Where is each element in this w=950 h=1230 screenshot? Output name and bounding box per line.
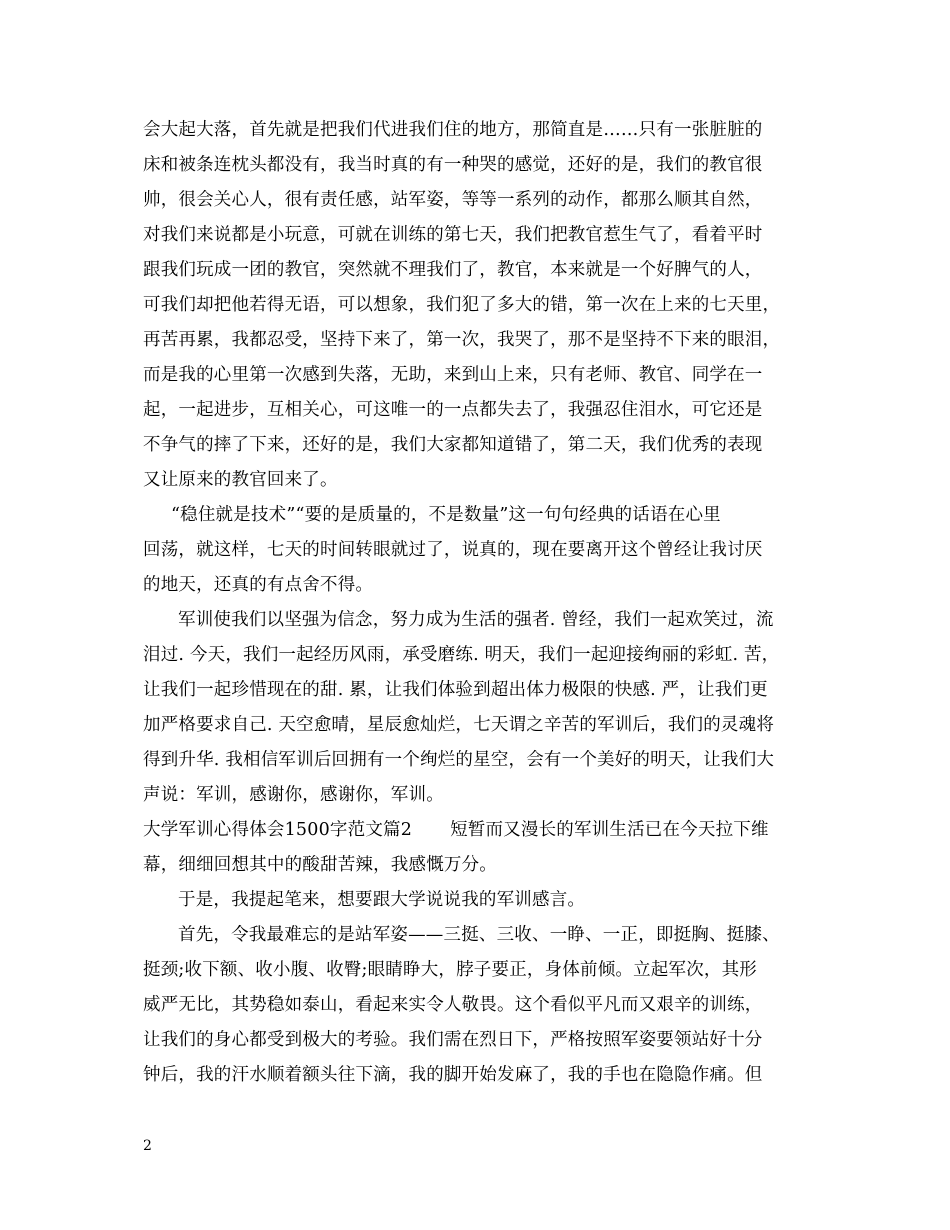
text-line: 跟我们玩成一团的教官，突然就不理我们了，教官，本来就是一个好脾气的人， (143, 260, 763, 280)
text-line: 而是我的心里第一次感到失落，无助，来到山上来，只有老师、教官、同学在一 (143, 365, 763, 385)
text-line: 幕，细细回想其中的酸甜苦辣，我感慨万分。 (143, 855, 497, 875)
text-line: 对我们来说都是小玩意，可就在训练的第七天，我们把教官惹生气了，看着平时 (143, 225, 763, 245)
text-line: 钟后，我的汗水顺着额头往下滴，我的脚开始发麻了，我的手也在隐隐作痛。但 (143, 1065, 763, 1085)
text-line: 的地天，还真的有点舍不得。 (143, 575, 374, 595)
paragraph-first-line: “稳住就是技术”“要的是质量的，不是数量”这一句句经典的话语在心里 (171, 505, 721, 525)
page-number: 2 (143, 1138, 152, 1154)
text-line: 又让原来的教官回来了。 (143, 470, 338, 490)
text-line: 起，一起进步，互相关心，可这唯一的一点都失去了，我强忍住泪水，可它还是 (143, 400, 763, 420)
text-line: 帅，很会关心人，很有责任感，站军姿，等等一系列的动作，都那么顺其自然， (143, 190, 763, 210)
text-line: 会大起大落，首先就是把我们代进我们住的地方，那简直是……只有一张脏脏的 (143, 120, 763, 140)
text-line: 不争气的摔了下来，还好的是，我们大家都知道错了，第二天，我们优秀的表现 (143, 435, 763, 455)
paragraph-first-line: 于是，我提起笔来，想要跟大学说说我的军训感言。 (178, 890, 586, 910)
text-run: 短暂而又漫长的军训生活已在今天拉下维 (450, 820, 769, 840)
paragraph-first-line: 军训使我们以坚强为信念，努力成为生活的强者. 曾经，我们一起欢笑过，流 (178, 610, 774, 630)
text-line: 可我们却把他若得无语，可以想象，我们犯了多大的错，第一次在上来的七天里， (143, 295, 781, 315)
paragraph-first-line: 首先，令我最难忘的是站军姿——三挺、三收、一睁、一正，即挺胸、挺膝、 (178, 925, 780, 945)
text-line: 回荡，就这样，七天的时间转眼就过了，说真的，现在要离开这个曾经让我讨厌 (143, 540, 763, 560)
text-line: 声说：军训，感谢你，感谢你，军训。 (143, 785, 444, 805)
text-line: 挺颈;收下额、收小腹、收臀;眼睛睁大，脖子要正，身体前倾。立起军次，其形 (143, 960, 757, 980)
text-line: 泪过. 今天，我们一起经历风雨，承受磨练. 明天，我们一起迎接绚丽的彩虹. 苦， (143, 645, 780, 665)
text-line: 威严无比，其势稳如泰山，看起来实令人敬畏。这个看似平凡而又艰辛的训练， (143, 995, 763, 1015)
text-line: 加严格要求自己. 天空愈晴，星辰愈灿烂，七天谓之辛苦的军训后，我们的灵魂将 (143, 715, 775, 735)
text-line: 得到升华. 我相信军训后回拥有一个绚烂的星空，会有一个美好的明天，让我们大 (143, 750, 775, 770)
text-line: 床和被条连枕头都没有，我当时真的有一种哭的感觉，还好的是，我们的教官很 (143, 155, 763, 175)
text-line: 让我们一起珍惜现在的甜. 累，让我们体验到超出体力极限的快感. 严，让我们更 (143, 680, 768, 700)
section-heading-line (143, 818, 769, 842)
text-line: 再苦再累，我都忍受，坚持下来了，第一次，我哭了，那不是坚持不下来的眼泪， (143, 330, 781, 350)
text-line: 让我们的身心都受到极大的考验。我们需在烈日下，严格按照军姿要领站好十分 (143, 1030, 763, 1050)
section-heading: 大学军训心得体会1500字范文篇2 (143, 820, 413, 840)
